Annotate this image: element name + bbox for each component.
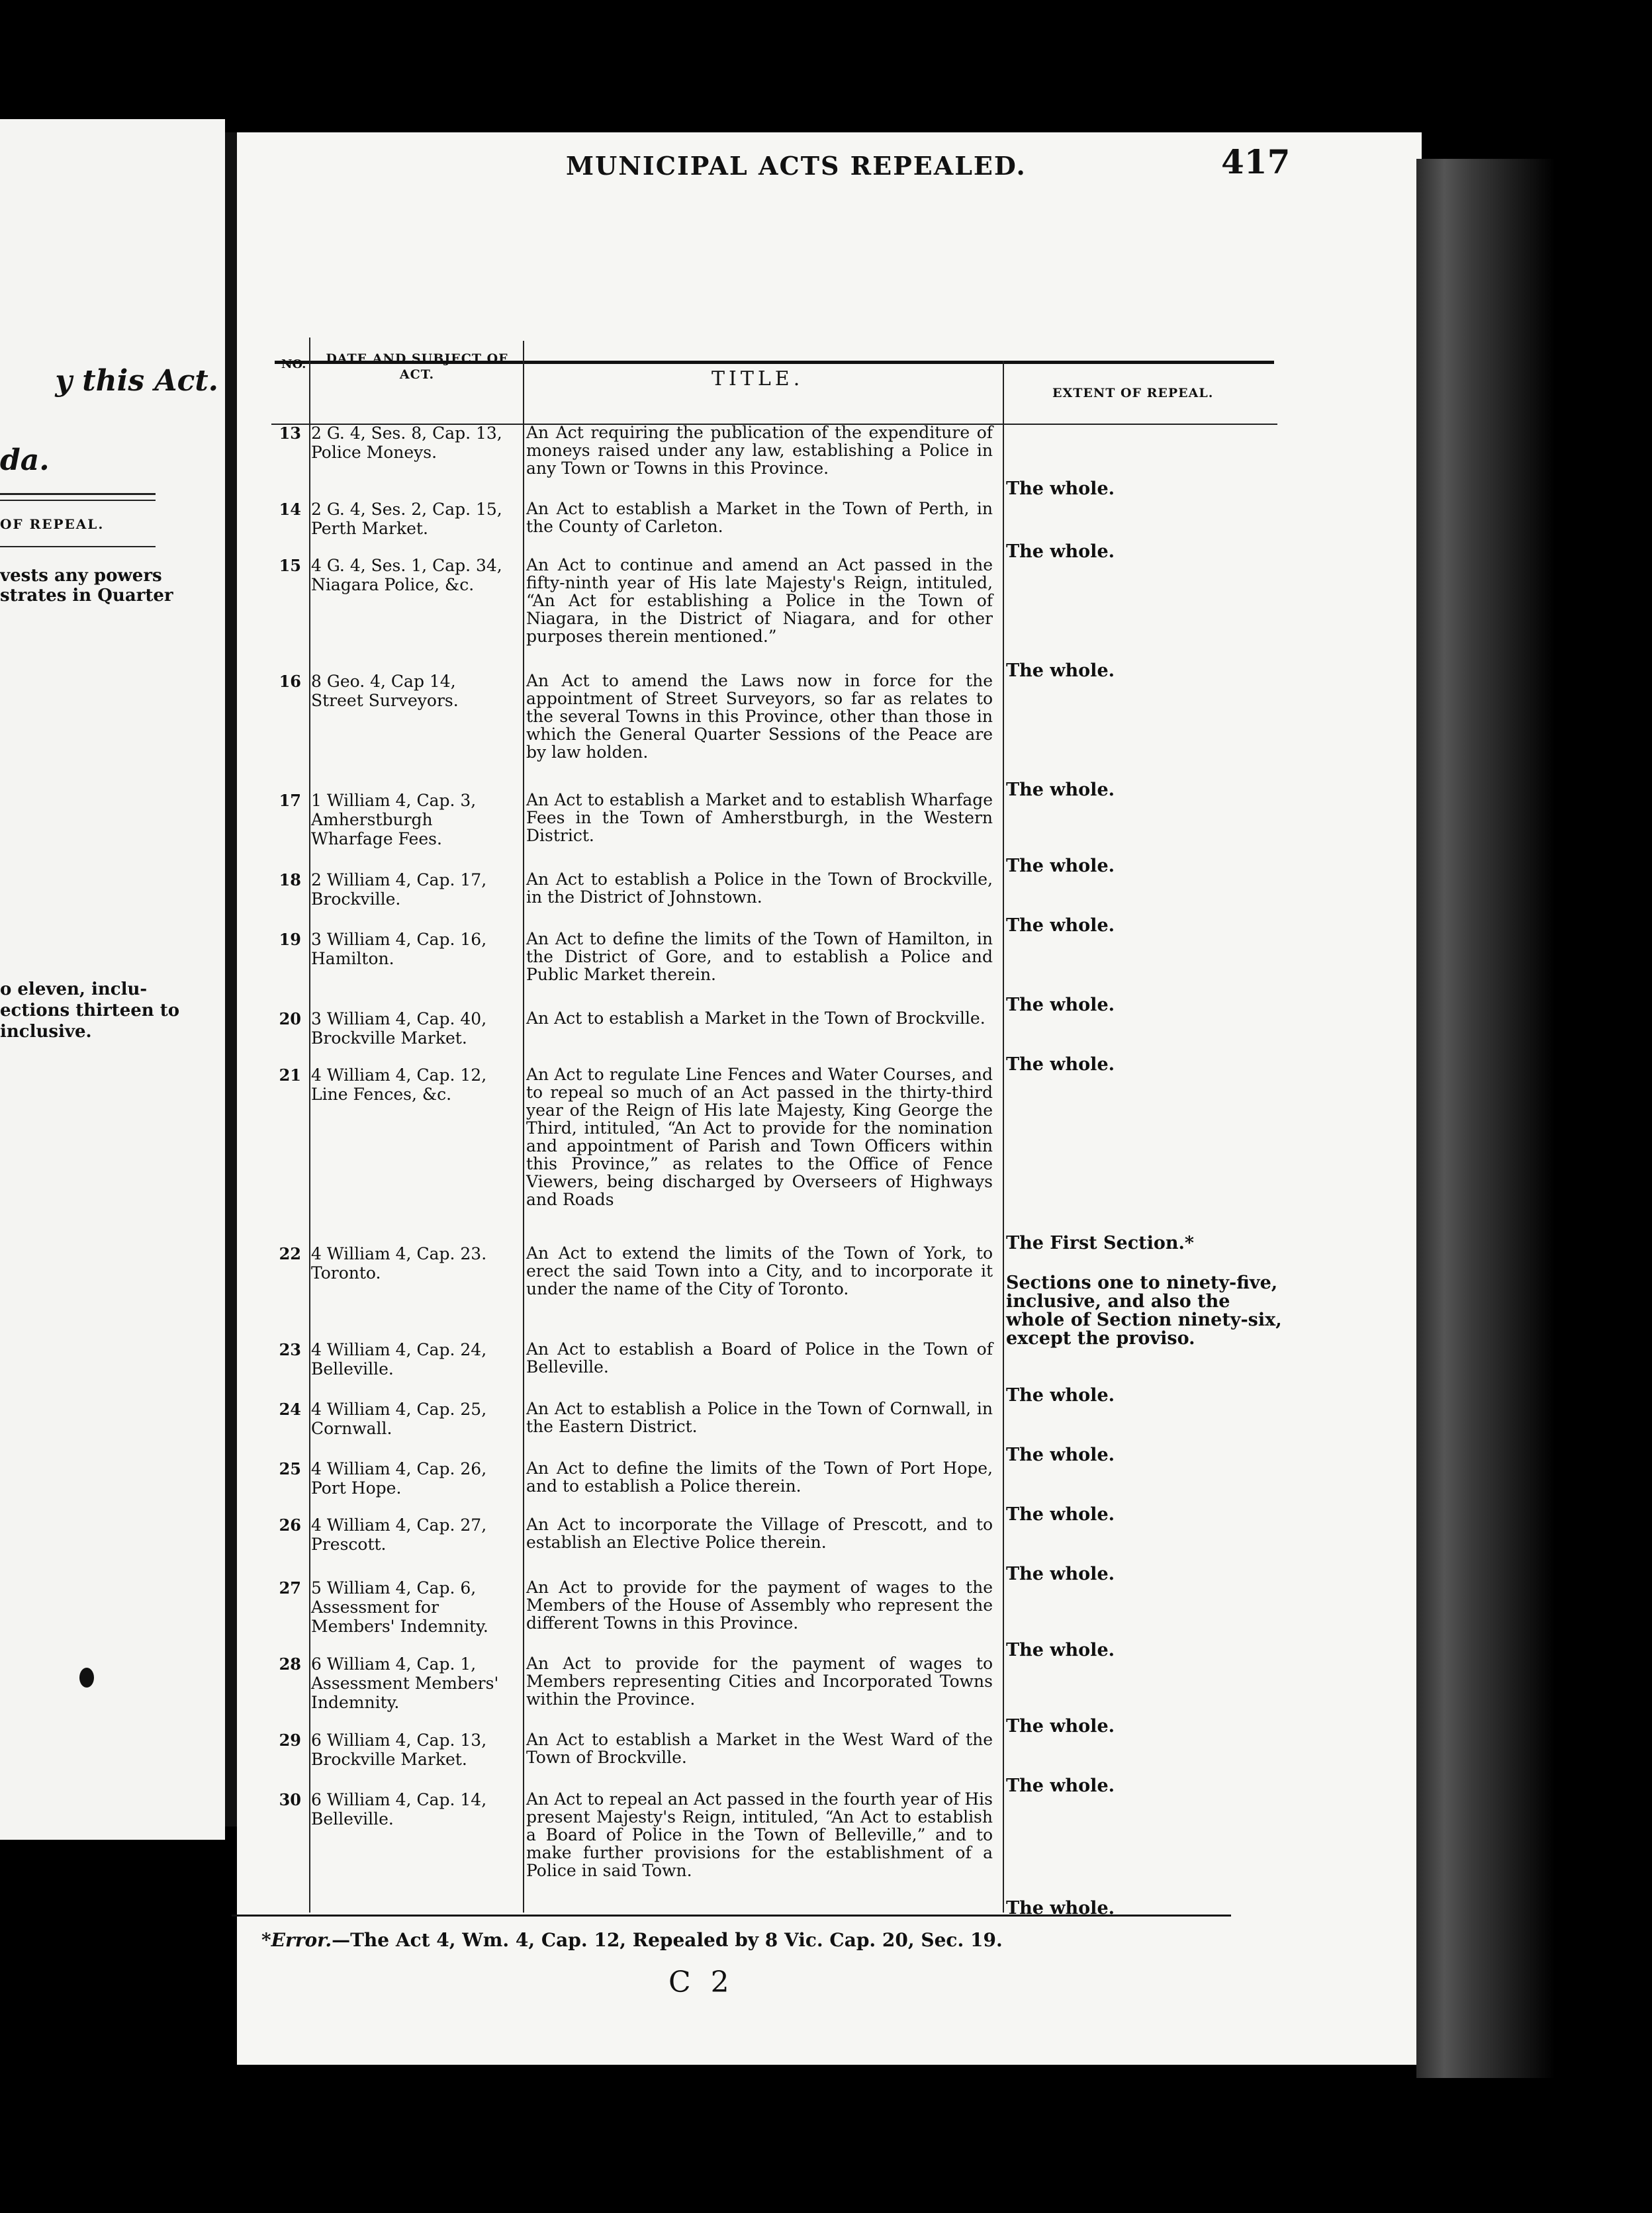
row-title: An Act to establish a Police in the Town of Cornwall, in the Eastern District.: [526, 1399, 993, 1436]
row-date-subject: 2 G. 4, Ses. 2, Cap. 15, Perth Market.: [311, 500, 502, 538]
row-extent: Sections one to ninety-five, inclusive, and also the whole of Section ninety-six, except the proviso.: [1006, 1273, 1282, 1349]
row-date-subject: 2 William 4, Cap. 17, Brockville.: [311, 870, 487, 909]
row-number: 28: [279, 1654, 301, 1674]
row-number: 26: [279, 1515, 301, 1535]
footnote-label: *Error.: [261, 1929, 332, 1951]
left-fragment-line: o eleven, inclu-: [0, 979, 148, 999]
row-title: An Act to repeal an Act passed in the fourth year of His present Majesty's Reign, intituled, “An Act to establish a Board of Police in the Town of Belleville,” and to make further provisions for the establishment of a Police in said Town.: [526, 1789, 993, 1880]
column-header-title: TITLE.: [711, 367, 804, 390]
row-title: An Act to define the limits of the Town of Hamilton, in the District of Gore, and to establish a Police and Public Market therein.: [526, 929, 993, 984]
row-date-subject: 3 William 4, Cap. 16, Hamilton.: [311, 930, 487, 968]
row-date-subject: 5 William 4, Cap. 6, Assessment for Members' Indemnity.: [311, 1578, 488, 1636]
left-rule: [0, 493, 156, 495]
row-number: 25: [279, 1459, 301, 1478]
left-fragment-line: inclusive.: [0, 1022, 92, 1042]
row-date-subject: 4 William 4, Cap. 23. Toronto.: [311, 1244, 487, 1283]
left-rule: [0, 500, 156, 501]
row-title: An Act to establish a Market in the West Ward of the Town of Brockville.: [526, 1730, 993, 1767]
row-number: 29: [279, 1731, 301, 1750]
row-number: 15: [279, 556, 301, 575]
row-title: An Act to provide for the payment of wages to the Members of the House of Assembly who represent the different Towns in this Province.: [526, 1578, 993, 1633]
left-rule: [0, 546, 156, 547]
row-title: An Act to incorporate the Village of Prescott, and to establish an Elective Police therein.: [526, 1515, 993, 1552]
page-edge: [1416, 159, 1555, 2078]
footnote-text: —The Act 4, Wm. 4, Cap. 12, Repealed by 8 Vic. Cap. 20, Sec. 19.: [332, 1929, 1003, 1951]
row-title: An Act to regulate Line Fences and Water Courses, and to repeal so much of an Act passed in the thirty-third year of the Reign of His late Majesty, King George the Third, intituled, “An Act to provide for the nomination and appointment of Parish and Town Officers within this Province,” as relates to the Office of Fence Viewers, being discharged by Overseers of Highways and Roads: [526, 1065, 993, 1209]
row-title: An Act to establish a Police in the Town of Brockville, in the District of Johnstown.: [526, 870, 993, 907]
row-date-subject: 1 William 4, Cap. 3, Amherstburgh Wharfage Fees.: [311, 791, 477, 848]
margin-dot: [79, 1668, 94, 1688]
row-date-subject: 6 William 4, Cap. 1, Assessment Members' Indemnity.: [311, 1654, 499, 1712]
left-fragment-line: ections thirteen to: [0, 1001, 180, 1020]
row-number: 19: [279, 930, 301, 949]
row-title: An Act to establish a Market in the Town of Perth, in the County of Carleton.: [526, 499, 993, 536]
row-number: 30: [279, 1790, 301, 1809]
row-number: 27: [279, 1578, 301, 1598]
row-date-subject: 6 William 4, Cap. 14, Belleville.: [311, 1790, 487, 1829]
row-extent: The whole.: [1006, 1716, 1115, 1737]
row-extent: The whole.: [1006, 1640, 1115, 1660]
row-title: An Act to establish a Market and to establish Wharfage Fees in the Town of Amherstburgh, in the Western District.: [526, 790, 993, 845]
row-title: An Act to extend the limits of the Town of York, to erect the said Town into a City, and to incorporate it under the name of the City of Toronto.: [526, 1243, 993, 1298]
row-extent: The First Section.*: [1006, 1233, 1195, 1253]
row-date-subject: 4 William 4, Cap. 12, Line Fences, &c.: [311, 1065, 487, 1104]
column-header-date: DATE AND SUBJECT OF ACT.: [326, 351, 508, 382]
table-bottom-rule: [232, 1915, 1231, 1917]
column-header-extent: EXTENT OF REPEAL.: [1052, 386, 1214, 400]
row-extent: The whole.: [1006, 1564, 1115, 1584]
row-date-subject: 4 William 4, Cap. 24, Belleville.: [311, 1340, 487, 1378]
row-title: An Act to define the limits of the Town of Port Hope, and to establish a Police therein.: [526, 1459, 993, 1496]
row-extent: The whole.: [1006, 995, 1115, 1015]
previous-page-fragment: [0, 119, 225, 1840]
row-number: 23: [279, 1340, 301, 1359]
row-extent: The whole.: [1006, 1776, 1115, 1796]
row-extent: The whole.: [1006, 780, 1115, 800]
left-fragment-da: da.: [0, 443, 50, 477]
left-fragment-act: y this Act.: [55, 364, 218, 398]
row-number: 22: [279, 1244, 301, 1263]
row-number: 17: [279, 791, 301, 810]
column-divider: [1003, 361, 1004, 1913]
row-extent: The whole.: [1006, 915, 1115, 936]
row-extent: The whole.: [1006, 1445, 1115, 1465]
row-number: 18: [279, 870, 301, 889]
row-number: 24: [279, 1400, 301, 1419]
page-number: 417: [1221, 142, 1291, 181]
row-date-subject: 3 William 4, Cap. 40, Brockville Market.: [311, 1009, 487, 1048]
row-extent: The whole.: [1006, 478, 1115, 499]
row-date-subject: 4 William 4, Cap. 27, Prescott.: [311, 1515, 487, 1554]
row-date-subject: 4 William 4, Cap. 25, Cornwall.: [311, 1400, 487, 1438]
page-title: MUNICIPAL ACTS REPEALED.: [566, 151, 1027, 181]
row-title: An Act to amend the Laws now in force for the appointment of Street Surveyors, so far as relates to the several Towns in this Province, other than those in which the General Quarter Sessions of the Peace are by law holden.: [526, 671, 993, 762]
book-gutter: [225, 132, 237, 1827]
left-fragment-line: vests any powers: [0, 566, 162, 586]
row-title: An Act to establish a Market in the Town of Brockville.: [526, 1009, 986, 1028]
row-extent: The whole.: [1006, 1054, 1115, 1075]
row-number: 16: [279, 672, 301, 691]
column-header-no: NO.: [281, 357, 306, 371]
left-fragment-repeal: OF REPEAL.: [0, 516, 105, 532]
signature-mark: C 2: [668, 1965, 735, 1999]
row-date-subject: 2 G. 4, Ses. 8, Cap. 13, Police Moneys.: [311, 424, 502, 462]
column-divider: [523, 341, 524, 1913]
row-number: 14: [279, 500, 301, 519]
row-title: An Act requiring the publication of the expenditure of moneys raised under any law, establishing a Police in any Town or Towns in this Province.: [526, 423, 993, 478]
row-number: 20: [279, 1009, 301, 1028]
left-fragment-line: strates in Quarter: [0, 586, 173, 606]
row-extent: The whole.: [1006, 541, 1115, 562]
column-divider: [309, 338, 310, 1913]
row-date-subject: 6 William 4, Cap. 13, Brockville Market.: [311, 1731, 487, 1769]
row-extent: The whole.: [1006, 1504, 1115, 1525]
row-extent: The whole.: [1006, 1385, 1115, 1406]
row-extent: The whole.: [1006, 856, 1115, 876]
row-title: An Act to continue and amend an Act passed in the fifty-ninth year of His late Majesty's Reign, intituled, “An Act for establishing a Police in the Town of Niagara, in the District of Niagara, and for other purposes therein mentioned.”: [526, 555, 993, 646]
row-number: 13: [279, 424, 301, 443]
row-extent: The whole.: [1006, 1898, 1115, 1919]
row-date-subject: 4 William 4, Cap. 26, Port Hope.: [311, 1459, 487, 1498]
row-title: An Act to establish a Board of Police in the Town of Belleville.: [526, 1339, 993, 1377]
row-date-subject: 8 Geo. 4, Cap 14, Street Surveyors.: [311, 672, 459, 710]
row-extent: The whole.: [1006, 660, 1115, 681]
row-date-subject: 4 G. 4, Ses. 1, Cap. 34, Niagara Police, &c.: [311, 556, 502, 594]
row-title: An Act to provide for the payment of wages to Members representing Cities and Incorporated Towns within the Province.: [526, 1654, 993, 1709]
row-number: 21: [279, 1065, 301, 1085]
footnote: [261, 1929, 1003, 1951]
